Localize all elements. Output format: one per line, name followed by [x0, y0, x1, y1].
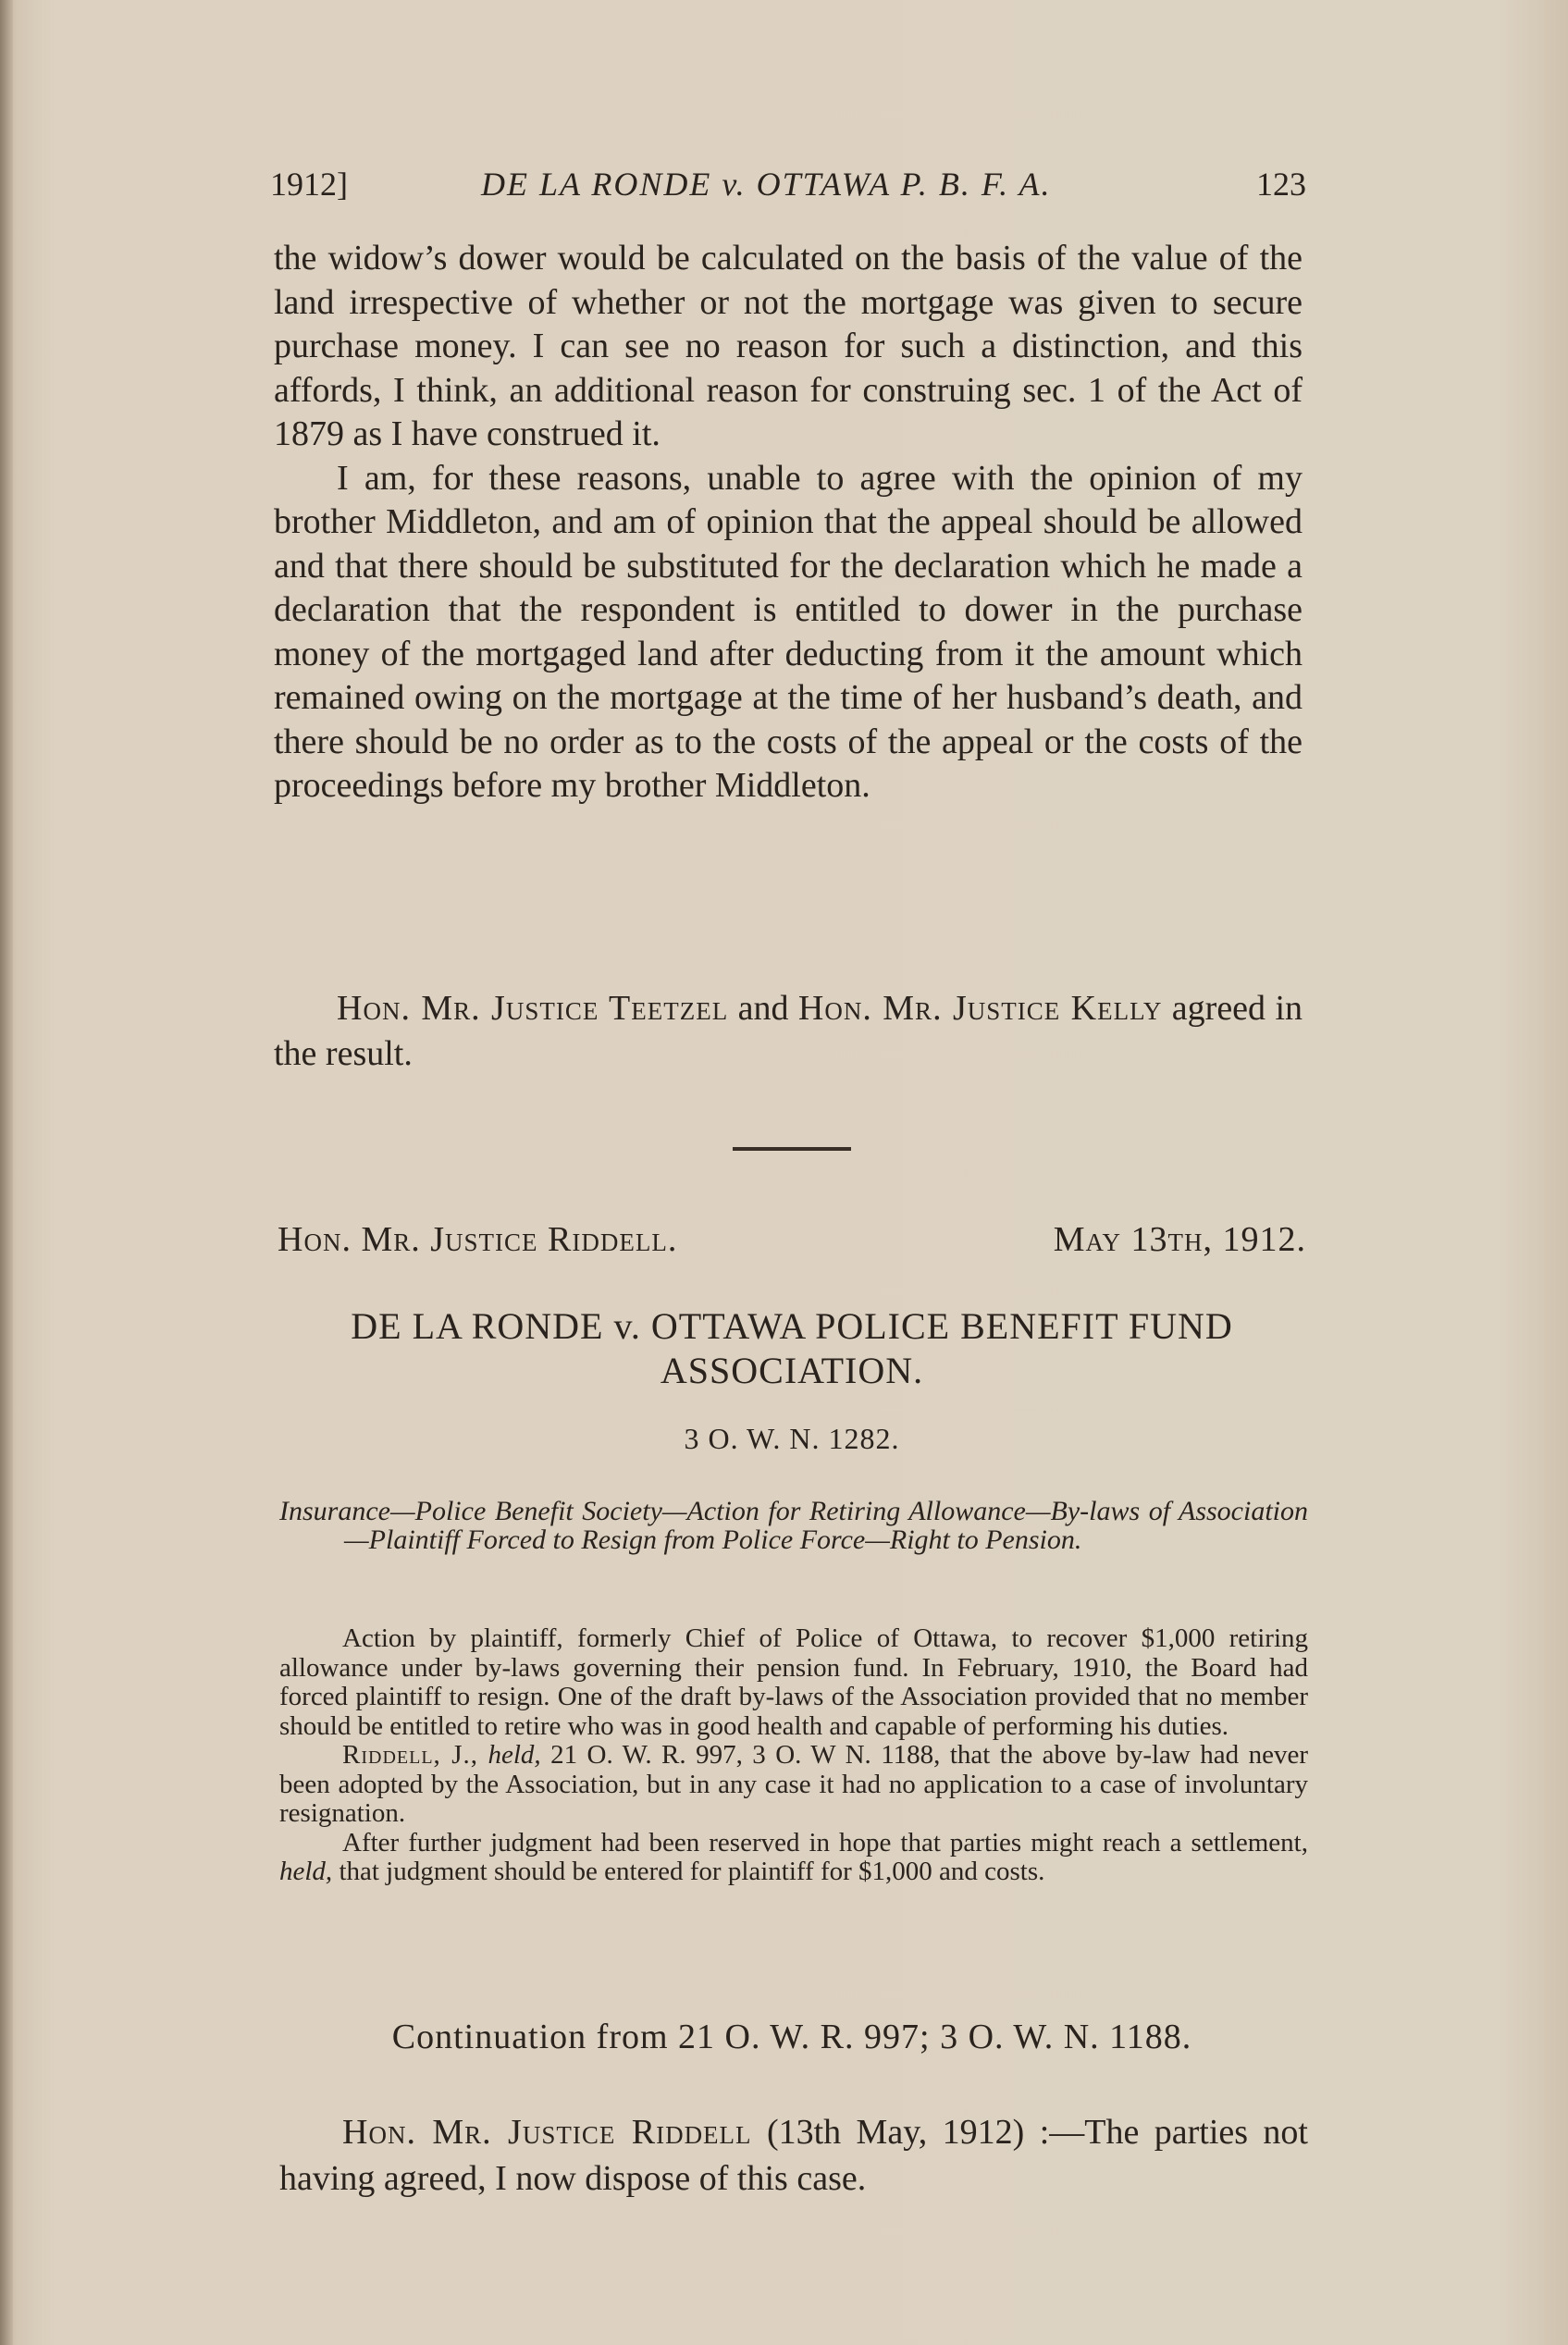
judgment-opening [279, 2109, 1308, 2202]
case-title [278, 1304, 1306, 1393]
presiding-judge: Hon. Mr. Justice Riddell. [278, 1220, 678, 1259]
concurring-judge-2: Hon. Mr. Justice Kelly [797, 989, 1163, 1028]
concurrence-paragraph [274, 986, 1303, 1077]
judge-date-line [278, 1219, 1306, 1264]
headnote-judge-name: Riddell, J., [342, 1740, 479, 1770]
concurrence-connector: and [728, 989, 798, 1028]
headnote-paragraph-3-text: that judgment should be entered for plaintiff for $1,000 and costs. [332, 1857, 1045, 1886]
case-citation: 3 O. W. N. 1282. [684, 1422, 900, 1455]
header-year: 1912] [270, 166, 348, 203]
headnote-paragraph-2 [279, 1741, 1308, 1829]
concurring-judge-1: Hon. Mr. Justice Teetzel [337, 989, 729, 1028]
body-paragraph-2: I am, for these reasons, unable to agree with the opinion of my brother Middleton, and am of opinion that the appeal should be allowed and that there should be substituted for the declaration which he made a declaration that the respondent is entitled to dower in the purchase money of the mortgaged land after deducting from it the amount which remained owing on the mortgage at the time of her husband’s death, and there should be no order as to the costs of the appeal or the costs of the proceedings before my brother Middleton. [274, 458, 1303, 805]
headnote-paragraph-1: Action by plaintiff, formerly Chief of Police of Ottawa, to recover $1,000 retiring allowance under by-laws governing their pension fund. In February, 1910, the Board had forced plaintiff to resign. One of the draft by-laws of the Association provided that no member should be entitled to retire who was in good health and capable of performing his duties. [279, 1623, 1308, 1741]
judgment-body [274, 237, 1303, 808]
header-running-title: DE LA RONDE v. OTTAWA P. B. F. A. [481, 166, 1052, 203]
case-title-line-2: ASSOCIATION. [660, 1350, 924, 1391]
continuation-line: Continuation from 21 O. W. R. 997; 3 O. W. N. 1188. [391, 2018, 1192, 2056]
headnote [279, 1624, 1308, 1887]
headnote-paragraph-3-start: After further judgment had been reserved in hope that parties might reach a settlement, [342, 1827, 1308, 1857]
concurrence-rest: agreed in the result. [274, 989, 1303, 1073]
headnote-held-1: held, [488, 1740, 541, 1770]
judgment-opening-text: (13th May, 1912) :—The parties not having agreed, I now dispose of this case. [279, 2113, 1308, 2198]
final-judge-name: Hon. Mr. Justice Riddell [342, 2113, 752, 2152]
page-number: 123 [1256, 166, 1306, 203]
headnote-held-2: held, [279, 1857, 333, 1886]
page-binding-edge [0, 0, 13, 2345]
headnote-paragraph-3 [279, 1829, 1308, 1887]
headnote-paragraph-2-text: 21 O. W. R. 997, 3 O. W N. 1188, that the above by-law had never been adopted by the Association, but in any case it had no application to a case of involuntary resignation. [279, 1740, 1308, 1828]
judgment-date: May 13th, 1912. [1053, 1220, 1306, 1259]
body-paragraph-1: the widow’s dower would be calculated on the basis of the value of the land irrespective of whether or not the mortgage was given to secure purchase money. I can see no reason for such a distinction, and this affords, I think, an additional reason for construing sec. 1 of the Act of 1879 as I have construed it. [274, 239, 1303, 453]
running-header [270, 165, 1306, 209]
case-title-line-1: DE LA RONDE v. OTTAWA POLICE BENEFIT FUND [351, 1305, 1233, 1347]
section-divider [733, 1147, 851, 1151]
catchwords: Insurance—Police Benefit Society—Action for Retiring Allowance—By-laws of Association—Plaintiff Forced to Resign from Police Force—Right to Pension. [279, 1496, 1308, 1555]
